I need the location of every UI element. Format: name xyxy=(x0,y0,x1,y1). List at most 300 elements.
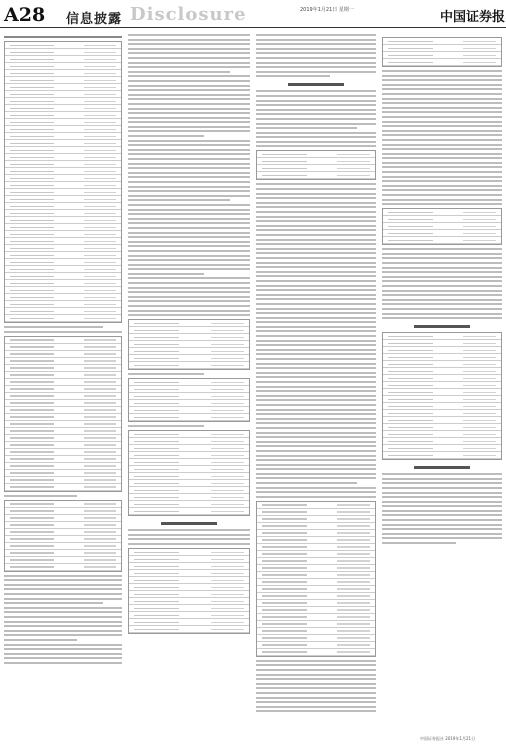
text-line xyxy=(382,271,502,273)
text-line xyxy=(128,543,250,545)
table-row xyxy=(129,355,249,362)
table-row xyxy=(383,389,501,396)
text-line xyxy=(128,190,250,192)
text-line xyxy=(4,639,77,641)
table-row xyxy=(5,372,121,379)
text-line xyxy=(4,644,122,646)
financial-table xyxy=(256,150,376,180)
page-header xyxy=(0,0,506,28)
text-line xyxy=(256,71,376,73)
text-line xyxy=(256,692,376,694)
table-row xyxy=(129,445,249,452)
table-row xyxy=(5,449,121,456)
text-line xyxy=(256,330,376,332)
text-line xyxy=(256,132,376,134)
table-row xyxy=(257,600,375,607)
text-line xyxy=(382,473,502,475)
table-row xyxy=(383,361,501,368)
table-row xyxy=(257,572,375,579)
table-title-bar xyxy=(4,36,122,38)
text-line xyxy=(256,262,376,264)
text-line xyxy=(256,464,376,466)
text-line xyxy=(256,687,376,689)
text-line xyxy=(4,657,122,659)
table-row xyxy=(129,598,249,605)
table-row xyxy=(257,628,375,635)
text-line xyxy=(128,245,250,247)
table-row xyxy=(129,619,249,626)
table-row xyxy=(383,216,501,223)
table-row xyxy=(257,544,375,551)
table-row xyxy=(5,77,121,84)
text-line xyxy=(256,409,376,411)
table-row xyxy=(5,508,121,515)
table-row xyxy=(5,42,121,49)
text-line xyxy=(4,625,122,627)
text-line xyxy=(382,294,502,296)
table-row xyxy=(5,529,121,536)
text-line xyxy=(4,630,122,632)
text-line xyxy=(128,236,250,238)
section-title-en: Disclosure xyxy=(130,4,247,25)
text-line xyxy=(256,252,376,254)
text-line xyxy=(128,121,250,123)
table-row xyxy=(257,642,375,649)
text-line xyxy=(256,202,376,204)
table-row xyxy=(5,105,121,112)
text-line xyxy=(256,697,376,699)
text-line xyxy=(128,296,250,298)
table-row xyxy=(5,379,121,386)
text-line xyxy=(256,344,376,346)
text-line xyxy=(382,157,502,159)
table-row xyxy=(5,536,121,543)
text-line xyxy=(128,112,250,114)
text-line xyxy=(382,130,502,132)
table-row xyxy=(5,98,121,105)
text-line xyxy=(256,188,376,190)
table-row xyxy=(383,382,501,389)
table-row xyxy=(5,140,121,147)
text-line xyxy=(256,285,376,287)
table-row xyxy=(129,487,249,494)
table-row xyxy=(129,320,249,327)
text-line xyxy=(256,266,376,268)
text-line xyxy=(382,107,502,109)
financial-table xyxy=(382,37,502,67)
table-row xyxy=(5,358,121,365)
text-line xyxy=(256,136,376,138)
table-row xyxy=(383,368,501,375)
text-line xyxy=(382,162,502,164)
text-line xyxy=(382,93,502,95)
table-row xyxy=(129,466,249,473)
text-line xyxy=(4,575,122,577)
text-line xyxy=(256,455,376,457)
table-row xyxy=(383,410,501,417)
text-line xyxy=(256,669,376,671)
issue-date: 2019年1月21日 星期一 xyxy=(300,7,354,13)
text-line xyxy=(128,241,250,243)
text-line xyxy=(382,537,502,539)
text-line xyxy=(256,225,376,227)
table-row xyxy=(129,584,249,591)
text-line xyxy=(382,505,502,507)
text-line xyxy=(128,62,250,64)
text-line xyxy=(382,111,502,113)
table-row xyxy=(5,231,121,238)
text-line xyxy=(128,268,250,270)
table-row xyxy=(129,334,249,341)
table-row xyxy=(5,365,121,372)
table-row xyxy=(129,508,249,515)
table-row xyxy=(129,400,249,407)
text-line xyxy=(382,313,502,315)
text-line xyxy=(256,95,376,97)
table-row xyxy=(5,112,121,119)
table-row xyxy=(129,348,249,355)
text-line xyxy=(128,158,250,160)
table-row xyxy=(5,238,121,245)
text-line xyxy=(128,538,250,540)
text-line xyxy=(256,390,376,392)
table-row xyxy=(383,431,501,438)
table-row xyxy=(5,252,121,259)
text-line xyxy=(4,607,122,609)
text-line xyxy=(4,326,103,328)
text-line xyxy=(256,664,376,666)
table-row xyxy=(5,63,121,70)
text-line xyxy=(256,211,376,213)
table-row xyxy=(383,237,501,244)
column-2 xyxy=(128,34,250,734)
text-line xyxy=(128,186,250,188)
text-line xyxy=(128,181,250,183)
text-line xyxy=(128,209,250,211)
text-line xyxy=(128,264,250,266)
table-row xyxy=(5,147,121,154)
table-row xyxy=(5,294,121,301)
financial-table xyxy=(4,41,122,323)
text-line xyxy=(382,280,502,282)
text-line xyxy=(256,52,376,54)
text-line xyxy=(256,280,376,282)
text-line xyxy=(382,501,502,503)
text-line xyxy=(128,273,204,275)
text-line xyxy=(256,39,376,41)
column-4 xyxy=(382,34,502,734)
text-line xyxy=(382,299,502,301)
financial-table xyxy=(128,430,250,516)
table-row xyxy=(5,428,121,435)
text-line xyxy=(382,542,456,544)
table-row xyxy=(5,484,121,491)
text-line xyxy=(256,491,376,493)
text-line xyxy=(256,216,376,218)
text-line xyxy=(256,303,376,305)
text-line xyxy=(382,248,502,250)
text-line xyxy=(382,153,502,155)
text-line xyxy=(128,89,250,91)
table-row xyxy=(129,549,249,556)
table-row xyxy=(383,396,501,403)
text-line xyxy=(382,528,502,530)
text-line xyxy=(256,496,376,498)
table-row xyxy=(383,223,501,230)
table-row xyxy=(257,579,375,586)
table-row xyxy=(383,452,501,459)
table-row xyxy=(5,203,121,210)
table-row xyxy=(257,151,375,158)
table-row xyxy=(129,459,249,466)
table-row xyxy=(383,417,501,424)
table-row xyxy=(129,414,249,421)
table-row xyxy=(5,442,121,449)
text-line xyxy=(256,48,376,50)
table-row xyxy=(5,133,121,140)
text-line xyxy=(382,102,502,104)
text-line xyxy=(382,180,502,182)
table-row xyxy=(5,308,121,315)
text-line xyxy=(382,139,502,141)
table-row xyxy=(129,563,249,570)
table-row xyxy=(383,354,501,361)
table-row xyxy=(5,315,121,322)
text-line xyxy=(4,588,122,590)
table-row xyxy=(129,556,249,563)
table-row xyxy=(5,70,121,77)
text-line xyxy=(128,167,250,169)
text-line xyxy=(128,98,250,100)
text-line xyxy=(4,653,122,655)
text-line xyxy=(128,172,250,174)
text-line xyxy=(4,611,122,613)
table-row xyxy=(129,577,249,584)
text-line xyxy=(128,232,250,234)
table-row xyxy=(5,421,121,428)
financial-table xyxy=(382,332,502,460)
text-line xyxy=(256,197,376,199)
text-line xyxy=(128,291,250,293)
text-line xyxy=(256,395,376,397)
text-line xyxy=(128,213,250,215)
table-row xyxy=(5,407,121,414)
table-row xyxy=(5,154,121,161)
table-row xyxy=(129,570,249,577)
text-line xyxy=(256,427,376,429)
financial-table xyxy=(256,501,376,657)
table-row xyxy=(383,230,501,237)
financial-table xyxy=(128,548,250,634)
text-line xyxy=(128,34,250,36)
text-line xyxy=(128,250,250,252)
table-row xyxy=(5,463,121,470)
text-line xyxy=(382,267,502,269)
table-row xyxy=(383,45,501,52)
text-line xyxy=(4,584,122,586)
table-row xyxy=(129,473,249,480)
text-line xyxy=(256,90,376,92)
text-line xyxy=(128,149,250,151)
section-title-cn: 信息披露 xyxy=(66,12,123,27)
financial-table xyxy=(4,336,122,492)
text-line xyxy=(128,287,250,289)
table-row xyxy=(5,210,121,217)
table-row xyxy=(383,424,501,431)
text-line xyxy=(128,277,250,279)
table-row xyxy=(5,161,121,168)
table-row xyxy=(5,280,121,287)
table-row xyxy=(383,59,501,66)
text-line xyxy=(128,117,250,119)
text-line xyxy=(256,404,376,406)
text-line xyxy=(256,145,376,147)
table-row xyxy=(257,172,375,179)
text-line xyxy=(382,290,502,292)
text-line xyxy=(4,598,122,600)
table-row xyxy=(5,126,121,133)
table-row xyxy=(257,502,375,509)
text-line xyxy=(256,193,376,195)
text-line xyxy=(256,109,376,111)
text-line xyxy=(128,94,250,96)
text-line xyxy=(256,66,376,68)
table-row xyxy=(383,403,501,410)
text-line xyxy=(382,134,502,136)
text-line xyxy=(382,519,502,521)
table-row xyxy=(383,347,501,354)
text-line xyxy=(256,363,376,365)
financial-table xyxy=(128,378,250,422)
table-row xyxy=(257,635,375,642)
text-line xyxy=(128,373,204,375)
text-line xyxy=(128,66,250,68)
text-line xyxy=(382,308,502,310)
table-row xyxy=(5,224,121,231)
table-row xyxy=(257,537,375,544)
text-line xyxy=(256,678,376,680)
text-line xyxy=(4,602,103,604)
section-heading xyxy=(414,325,469,328)
text-line xyxy=(256,326,376,328)
text-line xyxy=(256,206,376,208)
table-row xyxy=(129,341,249,348)
text-line xyxy=(382,514,502,516)
text-line xyxy=(256,335,376,337)
text-line xyxy=(256,487,376,489)
text-line xyxy=(256,372,376,374)
text-line xyxy=(256,294,376,296)
text-line xyxy=(256,413,376,415)
text-line xyxy=(256,710,376,712)
text-line xyxy=(382,148,502,150)
text-line xyxy=(382,84,502,86)
table-row xyxy=(5,175,121,182)
text-line xyxy=(128,57,250,59)
table-row xyxy=(257,516,375,523)
text-line xyxy=(256,43,376,45)
text-line xyxy=(256,701,376,703)
table-row xyxy=(383,445,501,452)
text-line xyxy=(256,183,376,185)
text-line xyxy=(256,289,376,291)
text-line xyxy=(256,473,376,475)
text-line xyxy=(128,176,250,178)
text-line xyxy=(128,153,250,155)
table-row xyxy=(5,84,121,91)
table-row xyxy=(129,438,249,445)
newspaper-masthead: 中国证券报 xyxy=(440,10,506,25)
text-line xyxy=(128,255,250,257)
table-row xyxy=(5,522,121,529)
table-row xyxy=(5,168,121,175)
text-line xyxy=(382,70,502,72)
table-row xyxy=(129,379,249,386)
table-row xyxy=(5,414,121,421)
table-row xyxy=(5,564,121,571)
text-line xyxy=(382,203,502,205)
text-line xyxy=(256,118,376,120)
table-row xyxy=(257,523,375,530)
table-row xyxy=(5,119,121,126)
table-row xyxy=(129,501,249,508)
text-line xyxy=(256,229,376,231)
text-line xyxy=(256,75,330,77)
text-line xyxy=(382,116,502,118)
text-line xyxy=(256,275,376,277)
text-line xyxy=(4,579,122,581)
text-line xyxy=(256,57,376,59)
table-row xyxy=(5,470,121,477)
text-line xyxy=(256,127,357,129)
table-row xyxy=(5,456,121,463)
text-line xyxy=(256,418,376,420)
text-line xyxy=(128,282,250,284)
text-line xyxy=(256,450,376,452)
table-row xyxy=(5,196,121,203)
text-line xyxy=(256,432,376,434)
table-row xyxy=(5,189,121,196)
text-line xyxy=(4,648,122,650)
text-line xyxy=(128,52,250,54)
text-line xyxy=(382,144,502,146)
text-line xyxy=(256,312,376,314)
text-line xyxy=(256,234,376,236)
table-row xyxy=(5,400,121,407)
text-line xyxy=(128,163,250,165)
text-line xyxy=(382,510,502,512)
table-row xyxy=(257,530,375,537)
text-line xyxy=(128,103,250,105)
text-line xyxy=(256,141,376,143)
text-line xyxy=(128,140,250,142)
table-row xyxy=(257,586,375,593)
text-line xyxy=(128,43,250,45)
text-line xyxy=(128,130,250,132)
table-row xyxy=(5,91,121,98)
text-line xyxy=(382,75,502,77)
text-line xyxy=(256,104,376,106)
text-line xyxy=(382,121,502,123)
text-line xyxy=(256,100,376,102)
text-line xyxy=(128,218,250,220)
text-line xyxy=(128,314,250,316)
text-line xyxy=(382,189,502,191)
text-line xyxy=(256,436,376,438)
text-line xyxy=(256,683,376,685)
text-line xyxy=(256,298,376,300)
table-row xyxy=(257,565,375,572)
